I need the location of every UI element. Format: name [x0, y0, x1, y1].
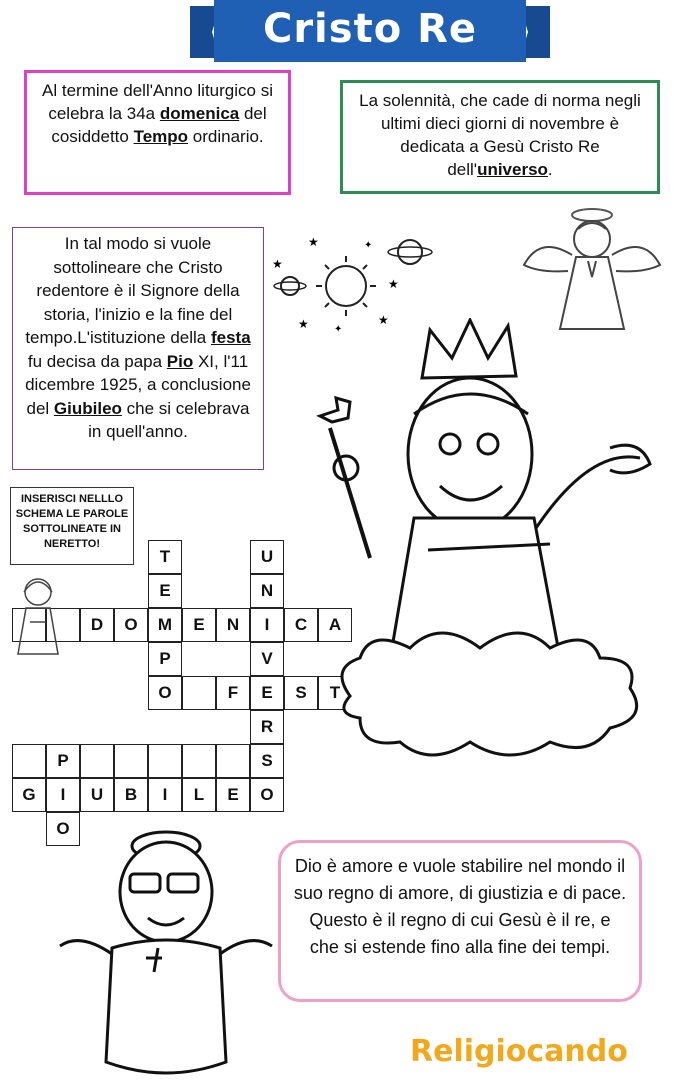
crossword-cell[interactable] — [12, 744, 46, 778]
crossword-cell[interactable] — [182, 676, 216, 710]
crossword-cell[interactable]: B — [114, 778, 148, 812]
crossword-cell[interactable]: P — [46, 744, 80, 778]
text: XI, l'11 dicembre 1925, a conclusione del — [25, 351, 251, 418]
crossword-cell[interactable] — [216, 744, 250, 778]
logo-text: Religiocando — [410, 1034, 628, 1069]
crossword-cell[interactable]: P — [148, 642, 182, 676]
small-child-illustration — [8, 570, 68, 658]
crossword-cell[interactable]: E — [182, 608, 216, 642]
title-banner — [190, 0, 550, 62]
text: . — [547, 160, 553, 179]
crossword-cell[interactable] — [148, 744, 182, 778]
crossword-cell[interactable]: E — [148, 574, 182, 608]
crossword-cell[interactable]: F — [216, 676, 250, 710]
crossword-cell[interactable]: R — [250, 710, 284, 744]
crossword-cell[interactable]: O — [46, 812, 80, 846]
crossword-cell[interactable]: N — [216, 608, 250, 642]
crossword-cell[interactable]: M — [148, 608, 182, 642]
page-title: Cristo Re — [262, 6, 478, 52]
svg-text:★: ★ — [308, 235, 319, 249]
christ-king-illustration — [310, 318, 672, 804]
crossword-cell[interactable] — [114, 744, 148, 778]
crossword-cell[interactable]: I — [46, 778, 80, 812]
crossword-cell[interactable]: I — [250, 608, 284, 642]
message-box: Dio è amore e vuole stabilire nel mondo il suo regno di amore, di giustizia e di pace. Questo è il regno di cui Gesù è il re, e che si estende fino alla fine dei tempi. — [278, 840, 642, 1002]
text: In tal modo si vuole sottolineare che Cristo redentore è il Signore della storia, l'inizio e la fine del tempo.L'istituzione della — [25, 234, 240, 347]
keyword-giubileo: Giubileo — [53, 398, 122, 418]
svg-text:✦: ✦ — [364, 240, 373, 251]
crossword-cell[interactable]: G — [12, 778, 46, 812]
text: che si celebrava in quell'anno. — [88, 398, 250, 441]
keyword-pio: Pio — [166, 351, 194, 371]
intro-box — [24, 70, 291, 195]
text: del cosiddetto — [51, 104, 267, 146]
crossword-cell[interactable]: S — [284, 676, 318, 710]
crossword-cell[interactable]: L — [182, 778, 216, 812]
text: La solennità, che cade di norma negli ultimi dieci giorni di novembre è dedicata a Gesù Cristo Re dell' — [359, 91, 641, 179]
pope-illustration — [50, 822, 280, 1084]
instructions-box: INSERISCI NELLLO SCHEMA LE PAROLE SOTTOLINEATE IN NERETTO! — [10, 487, 134, 565]
crossword-cell[interactable]: D — [80, 608, 114, 642]
crossword-cell[interactable]: A — [318, 608, 352, 642]
crossword-cell[interactable]: S — [250, 744, 284, 778]
crossword-cell[interactable]: O — [114, 608, 148, 642]
crossword-cell[interactable]: I — [148, 778, 182, 812]
crossword-cell[interactable]: V — [250, 642, 284, 676]
keyword-universo: universo — [477, 160, 548, 179]
keyword-tempo: Tempo — [133, 127, 189, 146]
svg-text:★: ★ — [272, 257, 283, 271]
svg-text:★: ★ — [378, 313, 389, 327]
crossword-cell[interactable]: O — [250, 778, 284, 812]
keyword-domenica: domenica — [159, 104, 240, 123]
religiocando-logo — [410, 1034, 628, 1078]
svg-text:★: ★ — [388, 277, 399, 291]
crossword-cell[interactable]: E — [250, 676, 284, 710]
svg-text:✦: ✦ — [334, 324, 343, 335]
crossword-cell[interactable]: E — [216, 778, 250, 812]
crossword-cell[interactable] — [80, 744, 114, 778]
svg-text:★: ★ — [298, 317, 309, 331]
crossword-cell[interactable]: C — [284, 608, 318, 642]
solemnity-box — [340, 80, 660, 194]
text: fu decisa da papa — [27, 351, 167, 371]
crossword-cell[interactable]: T — [318, 676, 352, 710]
crossword-cell[interactable]: O — [148, 676, 182, 710]
keyword-festa: festa — [210, 328, 251, 347]
history-box — [12, 227, 264, 470]
text: Al termine dell'Anno liturgico si celebra la 34a — [42, 81, 273, 123]
crossword-cell[interactable]: N — [250, 574, 284, 608]
crossword-cell[interactable]: U — [80, 778, 114, 812]
text: ordinario. — [188, 127, 264, 146]
angel-illustration — [520, 195, 670, 335]
crossword-cell[interactable] — [182, 744, 216, 778]
crossword-cell[interactable]: U — [250, 540, 284, 574]
crossword-cell[interactable]: T — [148, 540, 182, 574]
